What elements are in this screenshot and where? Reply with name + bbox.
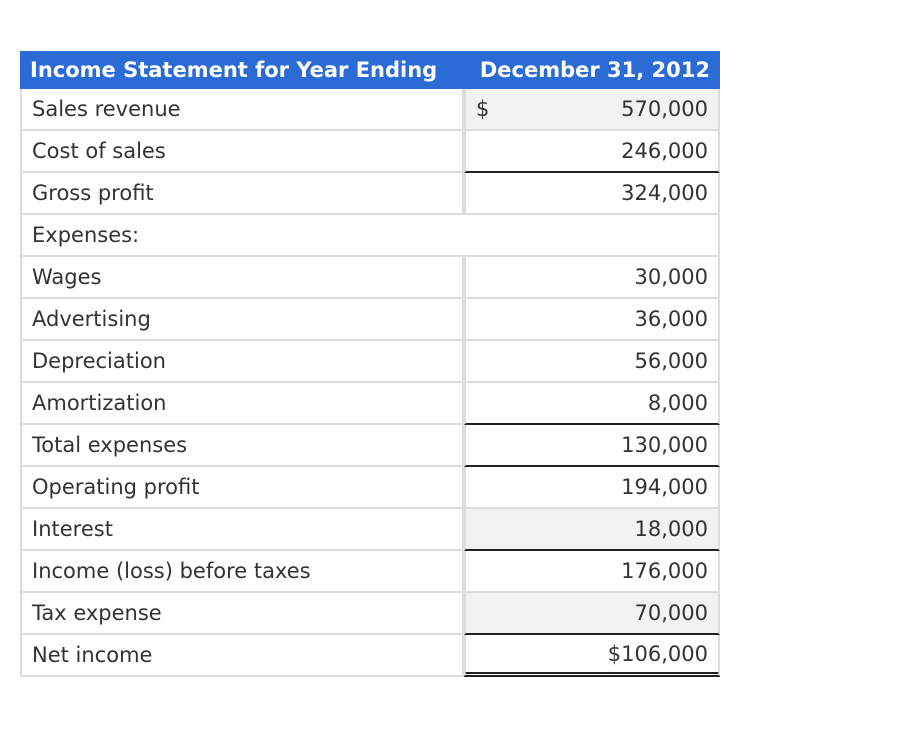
row-label: Interest [20,509,464,551]
income-statement-table [20,51,720,677]
table-row-amortization [20,383,720,425]
row-label: Wages [20,257,464,299]
row-amount: 246,000 [464,131,720,173]
currency-symbol: $ [476,97,490,121]
row-label: Amortization [20,383,464,425]
row-label: Tax expense [20,593,464,635]
table-row-sales-revenue [20,89,720,131]
row-amount: 56,000 [464,341,720,383]
table-row-total-expenses [20,425,720,467]
row-label: Income (loss) before taxes [20,551,464,593]
row-amount: 36,000 [464,299,720,341]
row-label: Depreciation [20,341,464,383]
row-amount: $106,000 [464,635,720,677]
row-amount: 324,000 [464,173,720,215]
row-label: Cost of sales [20,131,464,173]
table-row-expenses-heading [20,215,720,257]
table-row-wages [20,257,720,299]
table-row-gross-profit [20,173,720,215]
row-amount: 70,000 [464,593,720,635]
row-label: Sales revenue [20,89,464,131]
row-amount: 176,000 [464,551,720,593]
row-label: Total expenses [20,425,464,467]
row-amount: 18,000 [464,509,720,551]
table-row-depreciation [20,341,720,383]
row-amount [464,89,720,131]
table-row-interest [20,509,720,551]
header-row [20,51,720,89]
row-label: Operating profit [20,467,464,509]
row-amount: 30,000 [464,257,720,299]
row-label: Gross profit [20,173,464,215]
row-amount: 130,000 [464,425,720,467]
row-label: Expenses: [20,215,720,257]
table-row-tax-expense [20,593,720,635]
statement-date: December 31, 2012 [464,51,720,89]
row-label: Net income [20,635,464,677]
row-amount-value: 570,000 [621,97,708,121]
row-amount: 194,000 [464,467,720,509]
table-row-advertising [20,299,720,341]
table-row-net-income [20,635,720,677]
table-row-operating-profit [20,467,720,509]
statement-title: Income Statement for Year Ending [20,51,464,89]
row-amount: 8,000 [464,383,720,425]
table-row-income-before-taxes [20,551,720,593]
table-row-cost-of-sales [20,131,720,173]
row-label: Advertising [20,299,464,341]
